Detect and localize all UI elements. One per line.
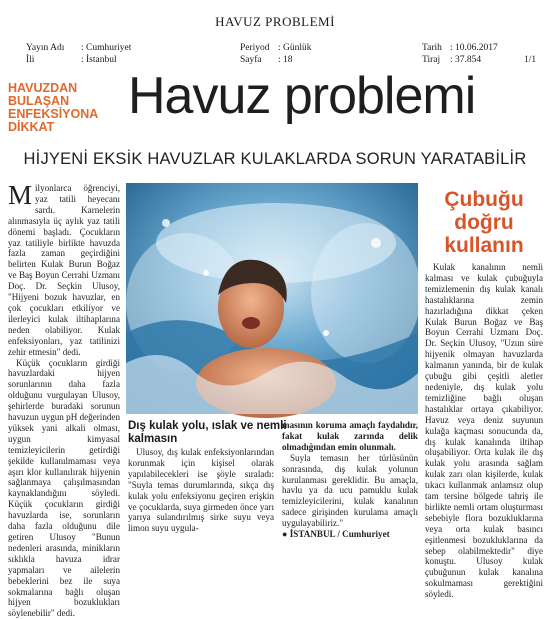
meta-label: İli bbox=[26, 54, 81, 66]
meta-publication bbox=[26, 42, 186, 66]
clipping-title: HAVUZ PROBLEMİ bbox=[0, 14, 550, 30]
sidebar-title-line: doğru bbox=[425, 211, 543, 234]
subarticle-column-2 bbox=[282, 420, 418, 596]
paragraph: Suyla temasın her türlüsünün sonrasında, dış kulak yolunun kurulanması gereklidir. Bu amaçla, havlu ya da ucu pamuklu kulak temizleyicilerini, kulak kanalının sadece girişinden kurulama amaçlı uygulayabiliriz." bbox=[282, 453, 418, 529]
article-photo bbox=[126, 183, 418, 414]
meta-value: : 18 bbox=[278, 55, 293, 65]
meta-label: Tarih bbox=[422, 42, 450, 54]
meta-label: Tiraj bbox=[422, 54, 450, 66]
meta-label: Yayın Adı bbox=[26, 42, 81, 54]
paragraph: Küçük çocukların girdiği havuzlardaki hijyen sorunlarının daha fazla olduğunu vurgulayan Ulusoy, şehirlerde buradaki sorunun havuzun uygun pH değerinden yüksek yani alkali olması, uygun kimyasal temizleyicilerin getirdiği şekilde kullanılmaması veya aşırı klor kullanılırak hijyenin sağlanmaya çalışılmasından kaynaklandığını söyledi. Küçük çocukların girdiği havuzlarda ise, sorunların daha fazla olduğunu dile getiren Ulusoy "Bunun nedenleri arasında, minikların sıklıkla havuza idrar yapmaları ve ailelerin bebeklerini bez ile suya sokmalarına bağlı oluşan hijyen bozuklukları söylenebilir" dedi. bbox=[8, 358, 120, 619]
meta-value: : Günlük bbox=[278, 43, 312, 53]
meta-value: : 37.854 bbox=[450, 55, 481, 65]
meta-value: : 10.06.2017 bbox=[450, 43, 498, 53]
page-count: 1/1 bbox=[524, 54, 536, 66]
kicker bbox=[8, 82, 133, 134]
subarticle-column-1 bbox=[128, 447, 274, 593]
dropcap: M bbox=[8, 184, 32, 206]
right-column bbox=[425, 262, 543, 597]
kicker-line: DİKKAT bbox=[8, 121, 133, 134]
meta-value: : Cumhuriyet bbox=[81, 43, 131, 53]
meta-date bbox=[422, 42, 542, 66]
meta-label: Periyod bbox=[240, 42, 278, 54]
subarticle-title: Dış kulak yolu, ıslak ve nemli kalmasın bbox=[128, 420, 290, 445]
pool-splash-image bbox=[126, 183, 418, 414]
source-line: ● İSTANBUL / Cumhuriyet bbox=[282, 529, 418, 540]
left-column bbox=[8, 183, 120, 593]
paragraph: Kulak kanalının nemli kalması ve kulak çubuğuyla temizlemenin dış kulak kanalı hastalıklarına zemin hazırladığına dikkat çeken Kulak Burun Boğaz ve Baş Boyun Cerrahi Uzmanı Doç. Dr. Seçkin Ulusoy, "Uzun süre hijyenik olmayan havuzlarda kalmanın yanında, bir de kulak çubuğu gibi çeşitli aletler nedeniyle, dış kulak yolu temizliğine bağlı oluşan hastalıklar ortaya çıkabiliyor. Havuz veya deniz suyunun kulağa kaçması sonucunda da, dış kulak kanalında iltihap oluşabiliyor. Orta kulak ile dış kulak yolu arasında sağlam kulak zarı olan kişilerde, kulak tıkacı kullanmak anlamsız olup tam tersine bölgede tahriş ile birlikte nemli ortam oluşturması sebebiyle flora bozukluklarına veya orta kulak basıncı eşitlenmesi bozukluklarına da sebep olabilmektedir" diye konuştu. Ulusoy kulak çubuğunun kulak kanalına sokulmaması gerektiğini söyledi. bbox=[425, 262, 543, 600]
kicker-line: BULAŞAN bbox=[8, 95, 133, 108]
kicker-line: HAVUZDAN bbox=[8, 82, 133, 95]
paragraph: masının koruma amaçlı faydalıdır, fakat kulak zarında delik olmadığından emin olunmalı. bbox=[282, 420, 418, 452]
headline: Havuz problemi bbox=[128, 68, 548, 124]
sidebar-title-line: Çubuğu bbox=[425, 188, 543, 211]
meta-label: Sayfa bbox=[240, 54, 278, 66]
paragraph: Ulusoy, dış kulak enfeksiyonlarından korunmak için kişisel olarak yapılabilecekleri ise şöyle sıraladı: "Suyla temas durumlarında, sıkça dış kulak yolu enfeksiyonu geçiren erişkin ve çocuklarda, suya girmeden önce yarı yarıya sulandırılmış sirke suyu veya limon suyu uygula- bbox=[128, 447, 274, 534]
sidebar-title bbox=[425, 188, 543, 257]
kicker-line: ENFEKSİYONA bbox=[8, 108, 133, 121]
subheadline: HİJYENİ EKSİK HAVUZLAR KULAKLARDA SORUN YARATABİLİR bbox=[0, 150, 550, 169]
meta-period bbox=[240, 42, 380, 66]
paragraph: ilyonlarca öğrenciyi, yaz tatili heyecanı sardı. Karnelerin alınmasıyla üç aylık yaz tatili dönemi başladı. Çocukların yaz tatiliyle birlikte havuzda fazla zaman geçirdiğini belirten Kulak Burun Boğaz ve Baş Boyun Cerrahi Uzmanı Doç. Dr. Seçkin Ulusoy, "Hijyeni bozuk havuzlar, en çok çocukları etkiliyor ve ilerleyici kulak iltihaplarına neden olabiliyor. Kulak enfeksiyonları, yaz tatilinizi zehir etmesin" dedi. bbox=[8, 183, 120, 357]
meta-value: : İstanbul bbox=[81, 55, 117, 65]
sidebar-title-line: kullanın bbox=[425, 234, 543, 257]
